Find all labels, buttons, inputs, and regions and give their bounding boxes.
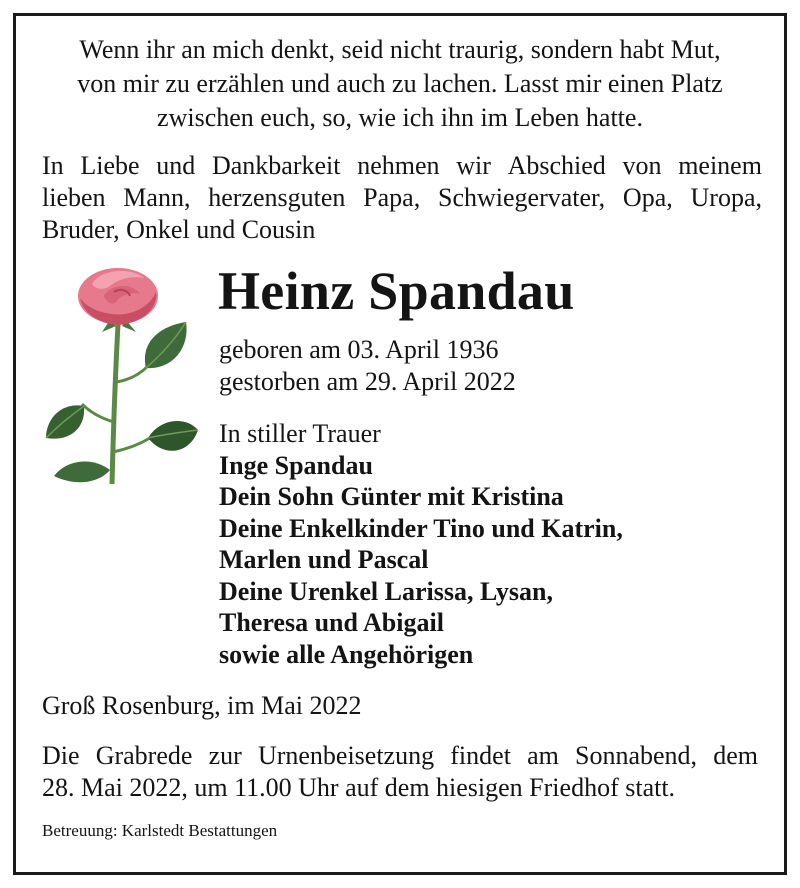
- quote-line: zwischen euch, so, wie ich ihn im Leben hatte.: [157, 103, 643, 132]
- intro-word: von: [622, 151, 662, 180]
- funeral-home-credit: Betreuung: Karlstedt Bestattungen: [42, 821, 278, 840]
- place-and-date: Groß Rosenburg, im Mai 2022: [42, 691, 362, 720]
- intro-word: Dankbarkeit: [211, 151, 341, 180]
- intro-word: meinem: [678, 151, 762, 180]
- mourner-line: Theresa und Abigail: [219, 608, 444, 637]
- intro-word: Liebe: [80, 151, 140, 180]
- intro-line-3: Bruder, Onkel und Cousin: [42, 215, 316, 244]
- intro-word: herzensguten: [208, 183, 346, 212]
- funeral-word: Urnenbeisetzung: [257, 741, 435, 770]
- farewell-intro: [42, 150, 762, 246]
- intro-word: und: [156, 151, 196, 180]
- funeral-word: Die: [42, 741, 80, 770]
- intro-word: Uropa,: [690, 183, 762, 212]
- quote-line: von mir zu erzählen und auch zu lachen. Lasst mir einen Platz: [77, 69, 723, 98]
- birth-date: geboren am 03. April 1936: [219, 335, 499, 364]
- intro-word: Papa,: [363, 183, 421, 212]
- funeral-word: dem: [713, 741, 758, 770]
- intro-line-1: [42, 150, 762, 182]
- memorial-quote: [30, 33, 770, 135]
- intro-line-2: [42, 182, 762, 214]
- mourner-line: Inge Spandau: [219, 450, 373, 480]
- funeral-word: Grabrede: [95, 741, 193, 770]
- quote-line: Wenn ihr an mich denkt, seid nicht traurig, sondern habt Mut,: [79, 35, 721, 64]
- funeral-word: zur: [208, 741, 242, 770]
- mourner-line: Dein Sohn Günter mit Kristina: [219, 482, 564, 511]
- intro-word: nehmen: [357, 151, 440, 180]
- intro-word: wir: [456, 151, 491, 180]
- funeral-line-2: 28. Mai 2022, um 11.00 Uhr auf dem hiesigen Friedhof statt.: [42, 773, 676, 802]
- mourner-line: Deine Enkelkinder Tino und Katrin,: [219, 513, 623, 543]
- mourner-line: Deine Urenkel Larissa, Lysan,: [219, 576, 553, 606]
- intro-word: Abschied: [507, 151, 606, 180]
- funeral-word: findet: [450, 741, 511, 770]
- funeral-word: am: [527, 741, 559, 770]
- intro-word: Opa,: [622, 183, 673, 212]
- deceased-name: Heinz Spandau: [218, 261, 575, 321]
- mourner-line: Marlen und Pascal: [219, 545, 429, 574]
- rose-icon: [40, 262, 200, 487]
- mourner-line: sowie alle Angehörigen: [219, 639, 474, 669]
- funeral-word: Sonnabend,: [575, 741, 698, 770]
- mourners-list: [219, 418, 623, 670]
- funeral-announcement: [42, 740, 758, 804]
- intro-word: Schwiegervater,: [437, 183, 606, 212]
- mourners-heading: In stiller Trauer: [219, 419, 381, 448]
- funeral-line-1: [42, 740, 758, 772]
- intro-word: Mann,: [123, 183, 191, 212]
- life-dates: [219, 334, 516, 398]
- intro-word: lieben: [42, 183, 106, 212]
- death-date: gestorben am 29. April 2022: [219, 367, 516, 396]
- intro-word: In: [42, 151, 64, 180]
